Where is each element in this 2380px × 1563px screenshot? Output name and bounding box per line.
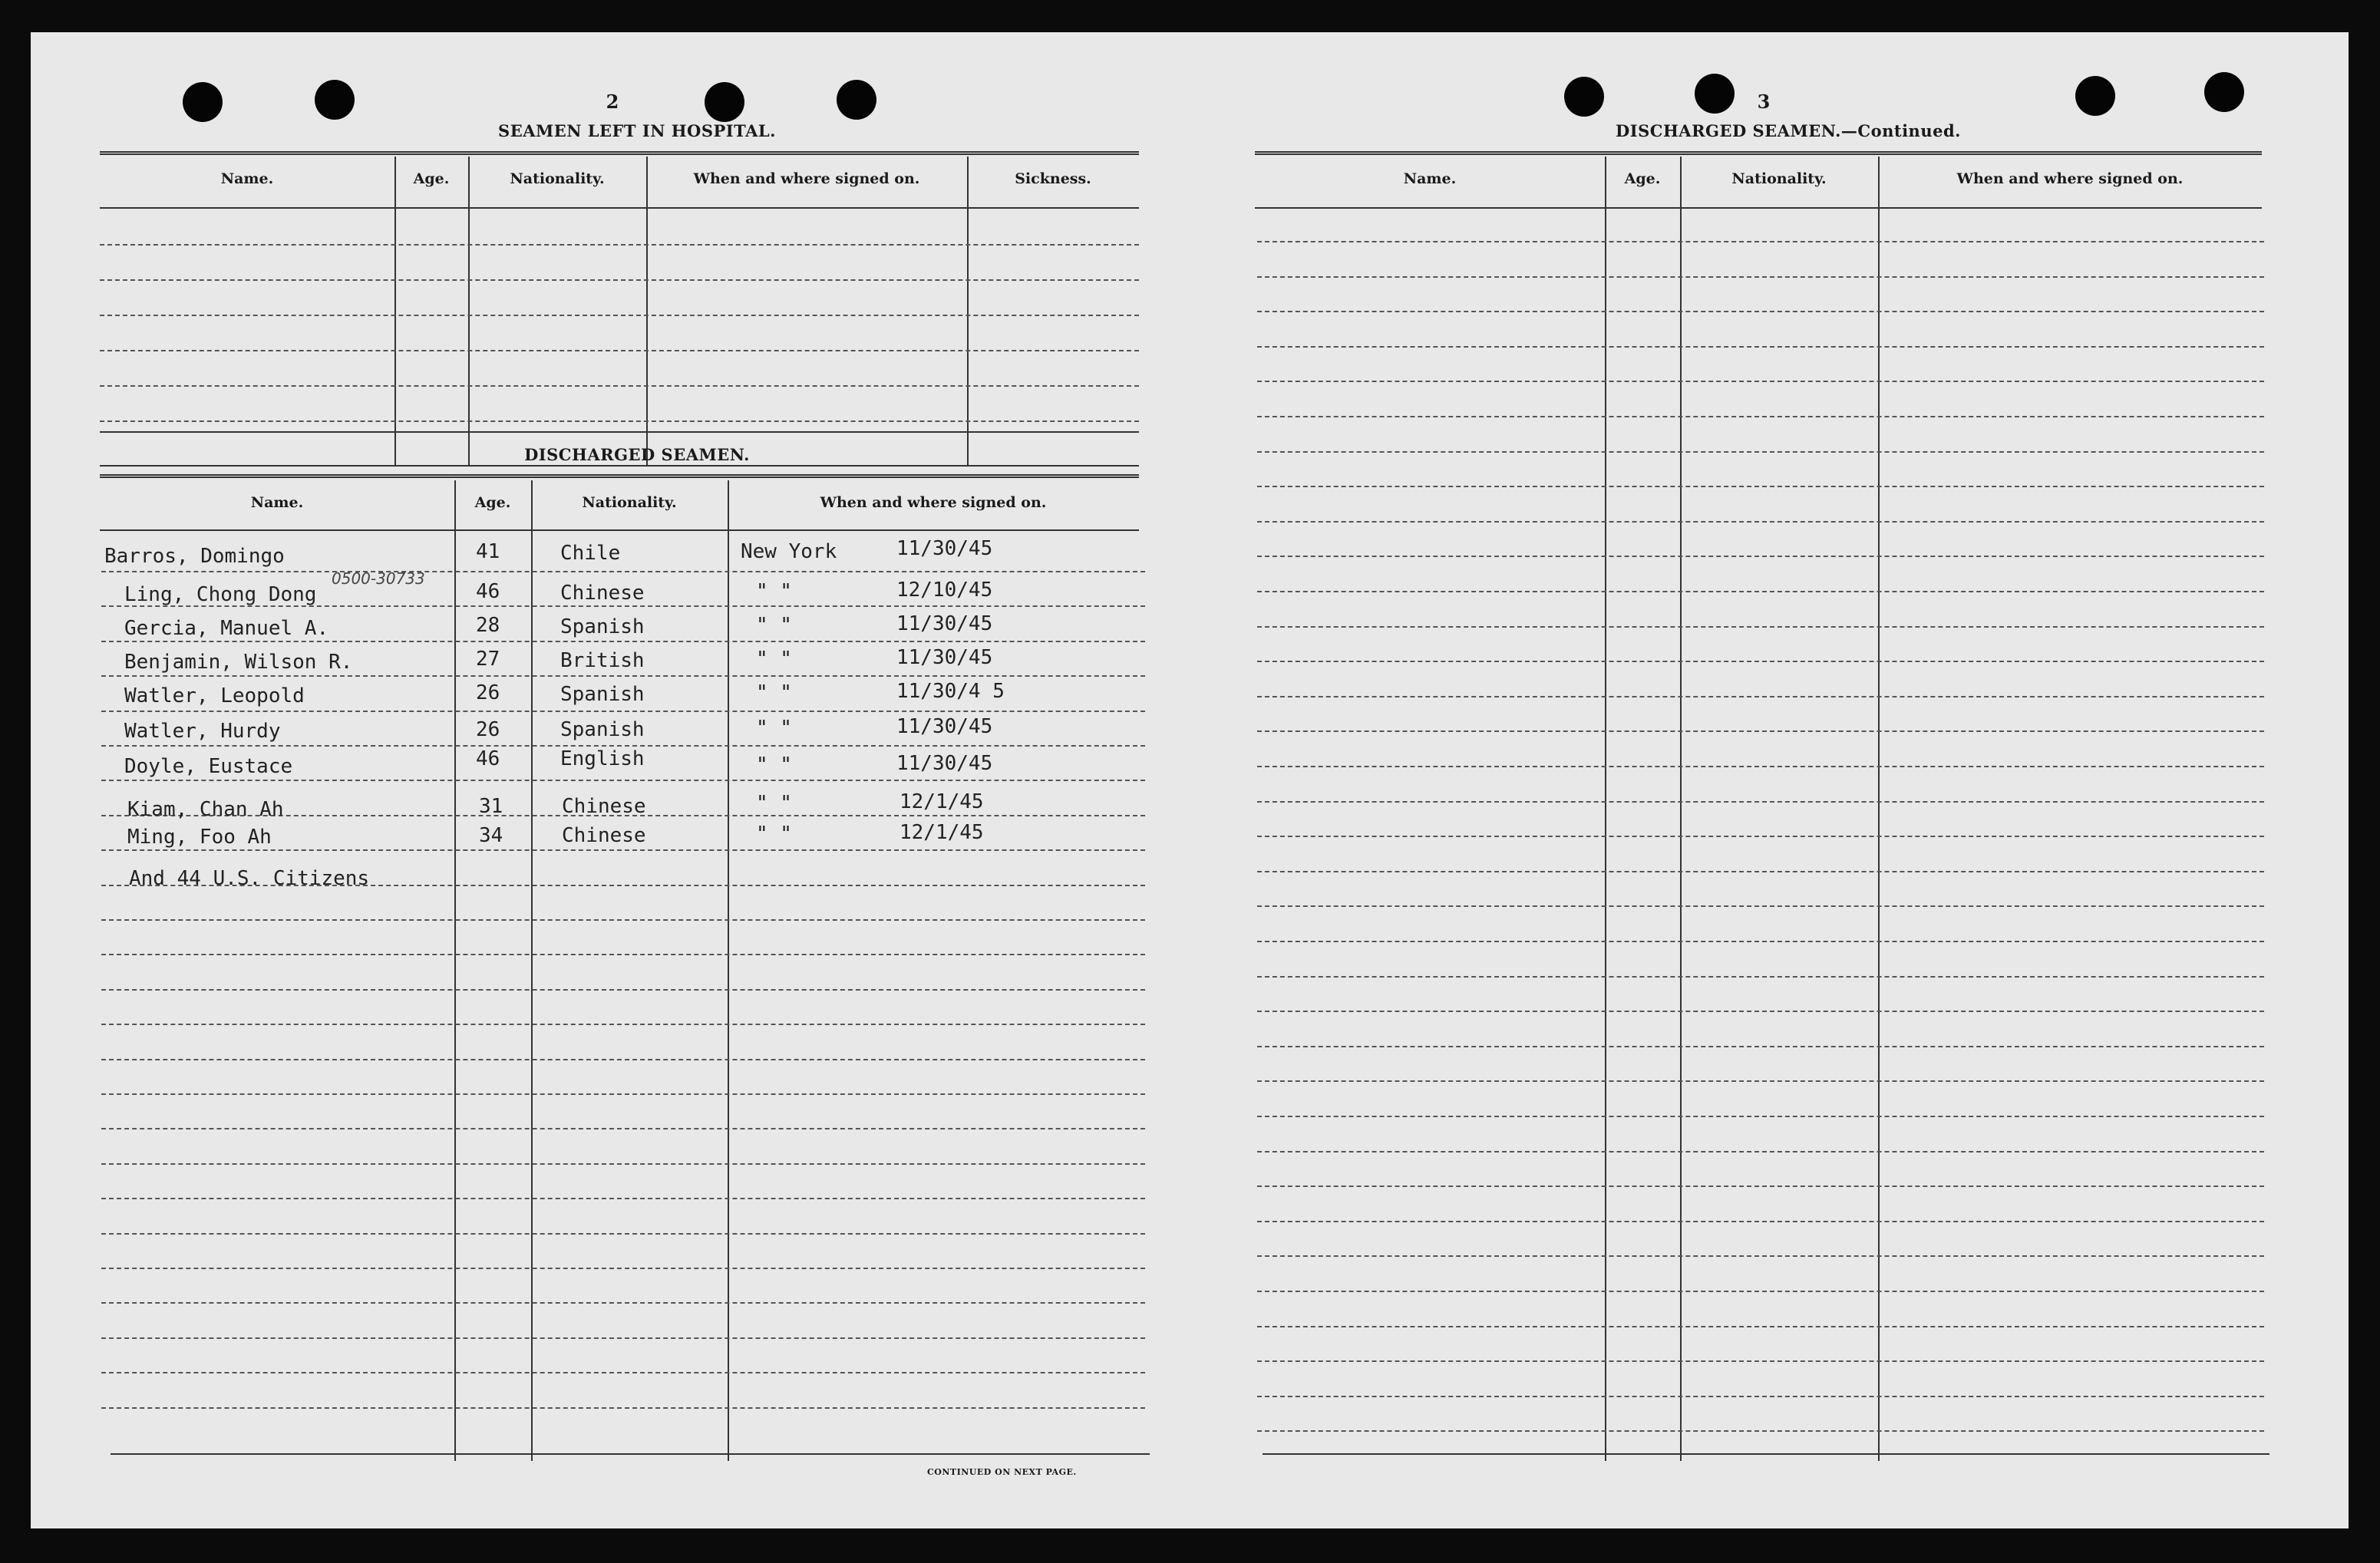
entry-line [101, 989, 1145, 991]
hospital-col-divider [468, 157, 470, 465]
seaman-name: Barros, Domingo [104, 545, 285, 568]
entry-line [1257, 521, 2264, 523]
seaman-signed-place: New York [741, 540, 837, 563]
entry-line [1257, 241, 2264, 242]
punch-hole [183, 82, 223, 122]
hospital-entry-line [100, 420, 1139, 422]
hospital-header-nationality: Nationality. [510, 170, 605, 187]
punch-hole [1695, 74, 1735, 114]
entry-line [1257, 311, 2264, 312]
seaman-signed-date: 11/30/4 5 [896, 680, 1005, 703]
punch-hole [705, 82, 744, 122]
hospital-entry-line [100, 244, 1139, 246]
right-col-divider [1680, 157, 1682, 1461]
punch-hole [315, 80, 355, 120]
discharged-top-rule [100, 474, 1139, 480]
entry-line [101, 745, 1145, 747]
entry-line [1257, 556, 2264, 557]
seaman-name: Watler, Hurdy [124, 720, 281, 743]
discharged-header-nationality: Nationality. [582, 494, 677, 511]
seaman-age: 41 [476, 540, 500, 563]
seaman-signed-date: 12/10/45 [896, 579, 993, 602]
hospital-top-rule [100, 151, 1139, 157]
seaman-signed-date: 12/1/45 [900, 790, 984, 813]
hospital-entry-line [100, 385, 1139, 387]
seaman-nationality: Chinese [562, 795, 646, 818]
discharged-col-divider [728, 480, 729, 1461]
seaman-age: 28 [476, 614, 500, 637]
seaman-signed-date: 11/30/45 [896, 537, 993, 560]
hospital-entry-line [100, 279, 1139, 281]
discharged-header-signed-on: When and where signed on. [820, 494, 1047, 511]
seaman-age: 46 [476, 747, 500, 770]
entry-line [101, 780, 1145, 781]
seaman-nationality: Spanish [560, 683, 645, 706]
entry-line [1257, 591, 2264, 592]
entry-line [101, 1198, 1145, 1199]
seaman-signed-place: " " [756, 823, 792, 846]
seaman-signed-place: " " [756, 792, 792, 815]
punch-hole [837, 80, 876, 120]
seaman-signed-place: " " [756, 614, 792, 637]
entry-line [1257, 1046, 2264, 1047]
entry-line [1257, 1116, 2264, 1117]
entry-line [1257, 871, 2264, 872]
seaman-name: Kiam, Chan Ah [127, 798, 284, 821]
hospital-header-name: Name. [220, 170, 274, 187]
ledger-sheet [31, 32, 2349, 1528]
seaman-name: Ling, Chong Dong [124, 583, 317, 606]
entry-line [101, 1163, 1145, 1165]
seaman-nationality: Chile [560, 542, 621, 565]
seaman-age: 46 [476, 580, 500, 603]
seaman-signed-place: " " [756, 580, 792, 603]
entry-line [101, 1337, 1145, 1339]
entry-line [1257, 276, 2264, 278]
hospital-header-rule [100, 207, 1139, 209]
hospital-bottom-rule [100, 465, 1139, 467]
entry-line [1257, 1255, 2264, 1257]
entry-line [1257, 346, 2264, 348]
right-header-nationality: Nationality. [1731, 170, 1827, 187]
seaman-age: 26 [476, 718, 500, 741]
right-top-rule [1255, 151, 2262, 157]
entry-line [101, 1302, 1145, 1304]
right-header-rule [1255, 207, 2262, 209]
seaman-name: Watler, Leopold [124, 684, 305, 707]
seaman-nationality: Spanish [560, 718, 645, 741]
seaman-signed-date: 11/30/45 [896, 646, 993, 669]
punch-hole [2204, 72, 2244, 112]
seaman-name: Benjamin, Wilson R. [124, 651, 353, 674]
entry-line [1257, 1221, 2264, 1222]
entry-line [101, 675, 1145, 677]
seaman-signed-date: 12/1/45 [900, 821, 984, 844]
seaman-age: 26 [476, 681, 500, 704]
entry-line [101, 1372, 1145, 1373]
hospital-col-divider [394, 157, 396, 465]
entry-line [1257, 836, 2264, 837]
entry-line [1257, 451, 2264, 453]
seaman-nationality: Spanish [560, 615, 645, 638]
right-col-divider [1605, 157, 1606, 1461]
hospital-entry-line [100, 315, 1139, 316]
entry-line [1257, 1185, 2264, 1187]
seaman-nationality: English [560, 747, 645, 770]
seaman-signed-place: " " [756, 717, 792, 740]
entry-line [101, 954, 1145, 955]
right-header-age: Age. [1624, 170, 1661, 187]
hospital-header-signed-on: When and where signed on. [693, 170, 920, 187]
entry-line [1257, 626, 2264, 628]
discharged-col-divider [454, 480, 456, 1461]
punch-hole [2075, 76, 2115, 116]
continued-footer: CONTINUED ON NEXT PAGE. [927, 1467, 1077, 1477]
hospital-bottom-rule [100, 431, 1139, 433]
seaman-signed-place: " " [756, 648, 792, 671]
entry-line [1257, 1430, 2264, 1432]
entry-line [1257, 1360, 2264, 1362]
seaman-age: 31 [479, 795, 503, 818]
entry-line [1257, 486, 2264, 487]
discharged-section-title: DISCHARGED SEAMEN. [524, 445, 750, 464]
entry-line [1257, 696, 2264, 697]
seaman-signed-date: 11/30/45 [896, 715, 993, 738]
entry-line [101, 1233, 1145, 1235]
entry-line [101, 1128, 1145, 1129]
right-header-signed-on: When and where signed on. [1956, 170, 2184, 187]
entry-line [1257, 1291, 2264, 1292]
entry-line [1257, 905, 2264, 907]
discharged-header-name: Name. [250, 494, 304, 511]
seaman-signed-place: " " [756, 681, 792, 704]
discharged-continued-title: DISCHARGED SEAMEN.—Continued. [1616, 121, 1961, 140]
entry-line [101, 711, 1145, 712]
entry-line [101, 1024, 1145, 1025]
hospital-entry-line [100, 350, 1139, 351]
seaman-nationality: Chinese [560, 582, 645, 605]
page-number-right: 3 [1757, 91, 1771, 113]
seaman-signed-date: 11/30/45 [896, 752, 993, 775]
seaman-nationality: British [560, 649, 645, 672]
seaman-name: Ming, Foo Ah [127, 826, 272, 849]
discharged-col-divider [531, 480, 533, 1461]
entry-line [1257, 1151, 2264, 1152]
hospital-col-divider [967, 157, 969, 465]
seaman-age: 27 [476, 648, 500, 671]
entry-line [1257, 661, 2264, 662]
seaman-signed-date: 11/30/45 [896, 612, 993, 635]
entry-line [101, 1407, 1145, 1409]
entry-line [101, 849, 1145, 851]
entry-line [1257, 1326, 2264, 1327]
page-number-left: 2 [606, 91, 619, 113]
entry-line [1257, 730, 2264, 732]
entry-line [1257, 976, 2264, 978]
seaman-signed-place: " " [756, 753, 792, 777]
entry-line [1257, 801, 2264, 803]
summary-line: And 44 U.S. Citizens [129, 867, 370, 890]
entry-line [101, 1268, 1145, 1269]
entry-line [101, 1059, 1145, 1060]
right-col-divider [1878, 157, 1880, 1461]
seaman-name: Gercia, Manuel A. [124, 617, 329, 640]
entry-line [101, 919, 1145, 921]
seaman-name: Doyle, Eustace [124, 755, 293, 778]
entry-line [1257, 416, 2264, 417]
entry-line [1257, 1011, 2264, 1012]
entry-line [101, 571, 1145, 572]
entry-line [1257, 381, 2264, 382]
entry-line [1257, 1396, 2264, 1397]
entry-line [1257, 941, 2264, 942]
seaman-nationality: Chinese [562, 824, 646, 847]
punch-hole [1564, 77, 1604, 117]
seaman-age: 34 [479, 824, 503, 847]
hospital-header-age: Age. [413, 170, 450, 187]
discharged-header-age: Age. [474, 494, 511, 511]
discharged-header-rule [100, 529, 1139, 531]
discharged-bottom-rule [111, 1453, 1150, 1455]
hospital-section-title: SEAMEN LEFT IN HOSPITAL. [498, 121, 776, 140]
hospital-col-divider [646, 157, 648, 465]
right-header-name: Name. [1403, 170, 1457, 187]
handwritten-note: 0500-30733 [332, 569, 425, 588]
entry-line [101, 1093, 1145, 1095]
entry-line [101, 641, 1145, 642]
entry-line [1257, 766, 2264, 767]
right-bottom-rule [1263, 1453, 2269, 1455]
entry-line [1257, 1080, 2264, 1082]
hospital-header-sickness: Sickness. [1015, 170, 1091, 187]
